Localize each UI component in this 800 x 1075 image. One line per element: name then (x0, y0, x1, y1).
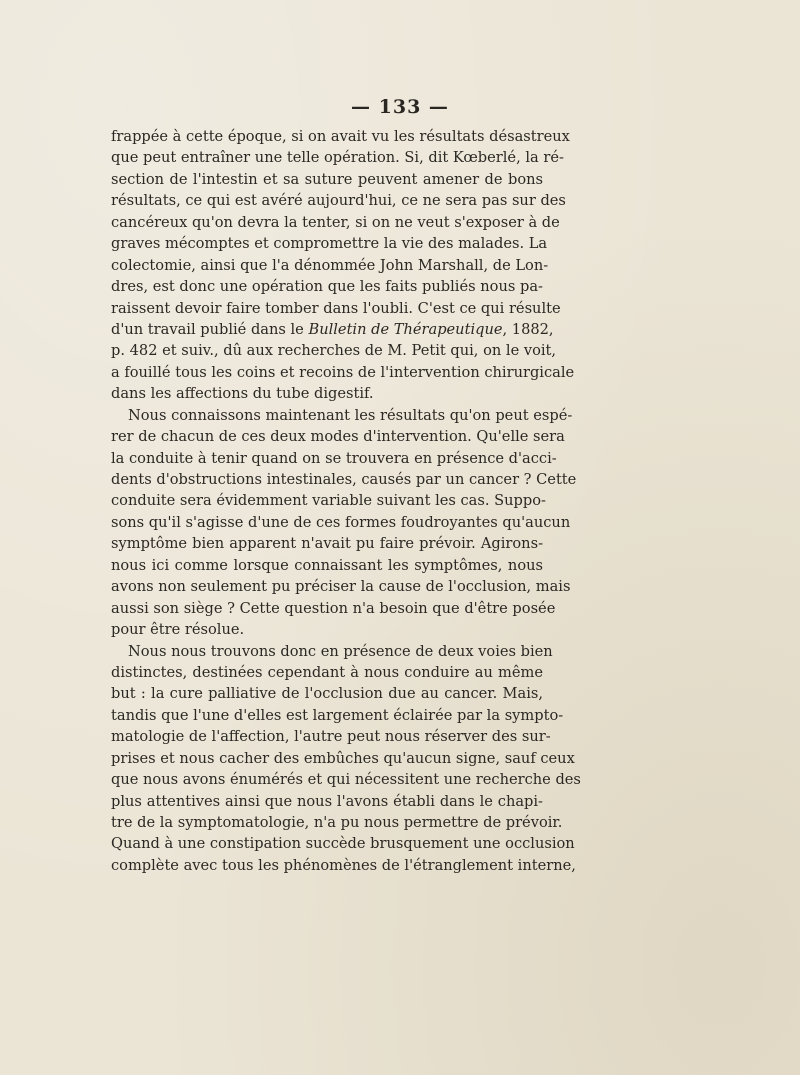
paragraph-start-line: Nous nous trouvons donc en présence de deux voies bien (128, 642, 553, 660)
paragraph-start-line: Nous connaissons maintenant les résultats qu'on peut espé- (128, 406, 573, 424)
text-line: a fouillé tous les coins et recoins de l'intervention chirurgicale (111, 363, 575, 381)
text-line: p. 482 et suiv., dû aux recherches de M. Petit qui, on le voit, (111, 342, 557, 360)
text-line: section de l'intestin et sa suture peuvent amener de bons (111, 170, 543, 188)
page-number: — 133 — (351, 96, 449, 118)
text-line: aussi son siège ? Cette question n'a besoin que d'être posée (111, 599, 556, 617)
text-line: la conduite à tenir quand on se trouvera en présence d'acci- (111, 449, 557, 467)
text-line: symptôme bien apparent n'avait pu faire prévoir. Agirons- (111, 535, 543, 553)
text-line: complète avec tous les phénomènes de l'étranglement interne, (111, 856, 576, 874)
text-line: but : la cure palliative de l'occlusion due au cancer. Mais, (111, 685, 543, 703)
text-line: prises et nous cacher des embûches qu'aucun signe, sauf ceux (111, 749, 575, 767)
text-line: conduite sera évidemment variable suivant les cas. Suppo- (111, 492, 546, 510)
body-text (111, 126, 581, 876)
text-line: que nous avons énumérés et qui nécessitent une recherche des (111, 771, 581, 789)
text-line: raissent devoir faire tomber dans l'oubli. C'est ce qui résulte (111, 299, 561, 317)
text-line: tre de la symptomatologie, n'a pu nous permettre de prévoir. (111, 814, 563, 831)
journal-title: Bulletin de Thérapeutique (308, 320, 503, 338)
text-line: que peut entraîner une telle opération. Si, dit Kœberlé, la ré- (111, 149, 564, 167)
text-line: matologie de l'affection, l'autre peut nous réserver des sur- (111, 728, 551, 746)
text-line: colectomie, ainsi que l'a dénommée John Marshall, de Lon- (111, 256, 549, 274)
text-line: tandis que l'une d'elles est largement éclairée par la sympto- (111, 706, 564, 724)
text-line: graves mécomptes et compromettre la vie des malades. La (111, 235, 548, 253)
text-line: plus attentives ainsi que nous l'avons établi dans le chapi- (111, 792, 543, 810)
text-line: résultats, ce qui est avéré aujourd'hui, ce ne sera pas sur des (111, 192, 566, 210)
text-line: nous ici comme lorsque connaissant les symptômes, nous (111, 556, 543, 574)
text-line: cancéreux qu'on devra la tenter, si on ne veut s'exposer à de (111, 213, 560, 231)
text-line: sons qu'il s'agisse d'une de ces formes foudroyantes qu'aucun (111, 513, 571, 531)
text-line: dres, est donc une opération que les faits publiés nous pa- (111, 278, 543, 296)
text-line: distinctes, destinées cependant à nous conduire au même (111, 663, 543, 681)
paragraph-end-line: dans les affections du tube digestif. (111, 385, 374, 403)
text-line: rer de chacun de ces deux modes d'intervention. Qu'elle sera (111, 428, 565, 446)
text-line: avons non seulement pu préciser la cause de l'occlusion, mais (111, 578, 571, 596)
paragraph-end-line: pour être résolue. (111, 621, 245, 639)
text-line: dents d'obstructions intestinales, causés par un cancer ? Cette (111, 471, 577, 488)
text-line: d'un travail publié dans le Bulletin de Thérapeutique, 1882, (111, 320, 554, 338)
text-line: Quand à une constipation succède brusquement une occlusion (111, 835, 575, 853)
text-line: frappée à cette époque, si on avait vu les résultats désastreux (111, 128, 570, 145)
